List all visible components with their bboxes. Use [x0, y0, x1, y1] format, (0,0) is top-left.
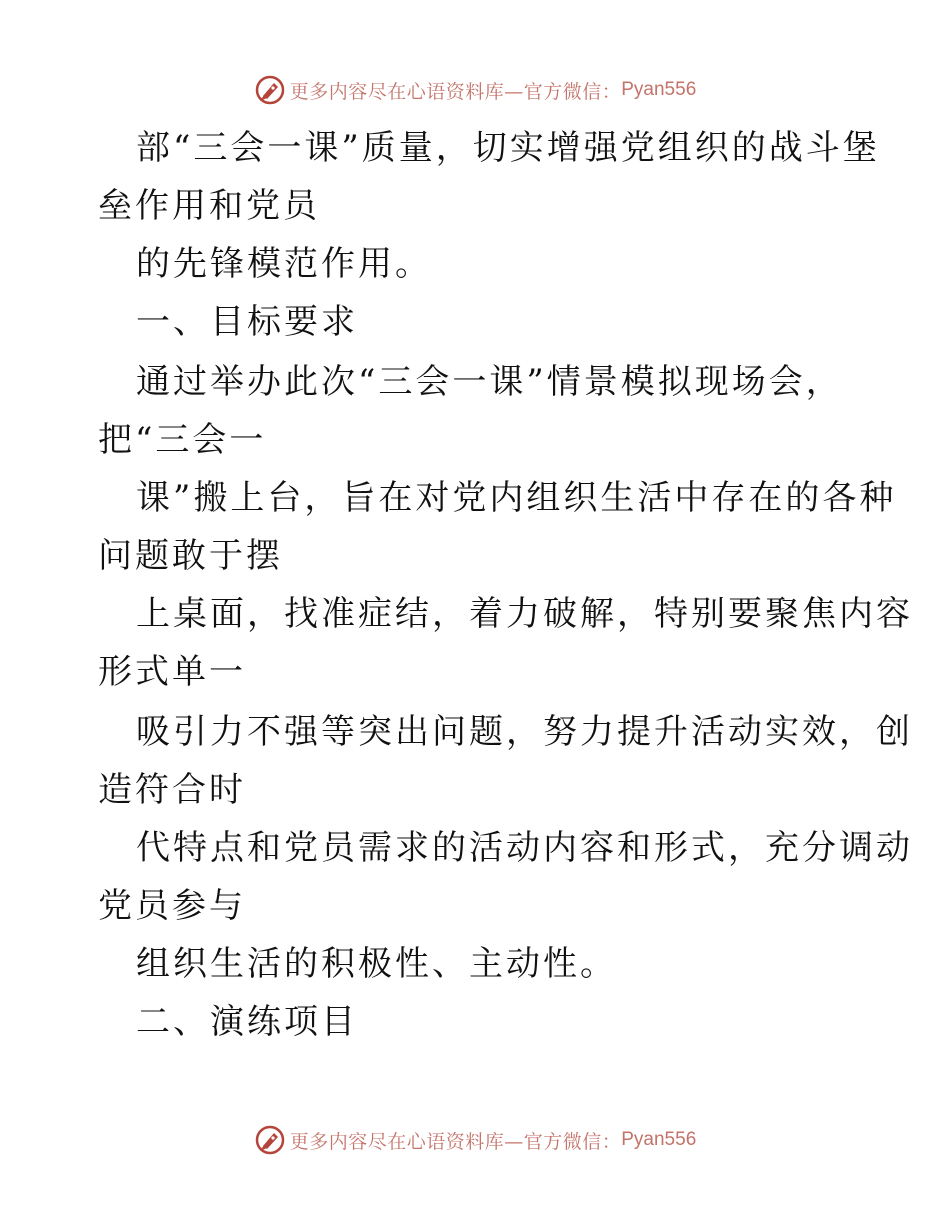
text-line: 形式单一	[98, 652, 246, 692]
text-line: 垒作用和党员	[98, 186, 320, 226]
text-line: 部“三会一课”质量，切实增强党组织的战斗堡	[136, 128, 880, 168]
header-watermark	[0, 72, 950, 108]
pen-nib-logo-icon	[254, 1124, 286, 1156]
text-line: 课”搬上台，旨在对党内组织生活中存在的各种	[136, 478, 897, 518]
text-line: 代特点和党员需求的活动内容和形式，充分调动	[136, 828, 913, 868]
watermark-wechat-id: Pyan556	[621, 79, 697, 100]
watermark-text: 更多内容尽在心语资料库—官方微信：	[289, 1130, 622, 1153]
footer-watermark	[0, 1122, 950, 1158]
text-line: 问题敢于摆	[98, 536, 283, 576]
text-line: 造符合时	[98, 770, 246, 810]
text-line: 党员参与	[98, 886, 246, 926]
text-line: 把“三会一	[98, 420, 267, 460]
section-heading: 一、目标要求	[136, 302, 358, 342]
watermark-wechat-id: Pyan556	[621, 1129, 697, 1150]
text-line: 吸引力不强等突出问题，努力提升活动实效，创	[136, 712, 913, 752]
text-line: 的先锋模范作用。	[136, 244, 432, 284]
text-line: 通过举办此次“三会一课”情景模拟现场会，	[136, 362, 843, 402]
text-line: 上桌面，找准症结，着力破解，特别要聚焦内容	[136, 594, 913, 634]
watermark-text: 更多内容尽在心语资料库—官方微信：	[289, 80, 622, 103]
section-heading: 二、演练项目	[136, 1002, 358, 1042]
text-line: 组织生活的积极性、主动性。	[136, 944, 617, 984]
pen-nib-logo-icon	[254, 74, 286, 106]
